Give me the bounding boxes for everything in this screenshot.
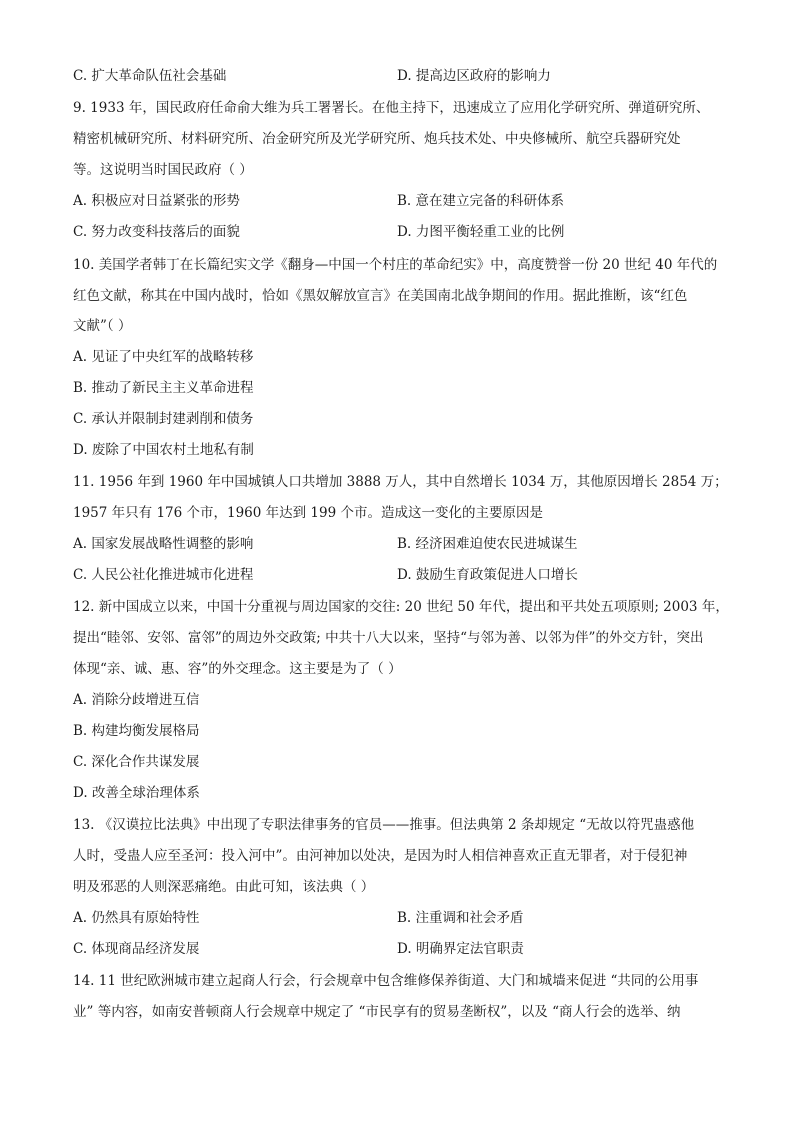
q13-option-c: C. 体现商品经济发展 [73,941,200,957]
q12-stem-line-3: 体现“亲、诚、惠、容”的外交理念。这主要是为了（ ） [73,661,402,677]
q12-option-a: A. 消除分歧增进互信 [73,692,200,708]
q9-option-d: D. 力图平衡轻重工业的比例 [397,224,565,240]
q9-option-a: A. 积极应对日益紧张的形势 [73,193,240,209]
q9-stem-line-2: 精密机械研究所、材料研究所、冶金研究所及光学研究所、炮兵技术处、中央修械所、航空兵器研究处 [73,131,681,147]
q11-option-d: D. 鼓励生育政策促进人口增长 [397,567,578,583]
q10-stem-line-3: 文献”（ ） [73,318,132,334]
q8-option-c: C. 扩大革命队伍社会基础 [73,68,227,84]
q12-stem-line-1: 12. 新中国成立以来，中国十分重视与周边国家的交往: 20 世纪 50 年代，提出和平共处五项原则; 2003 年， [73,599,729,615]
q13-stem-line-2: 人时，受蛊人应至圣河：投入河中”。由河神加以处决，是因为时人相信神喜欢正直无罪者，对于侵犯神 [73,848,688,864]
q9-option-b: B. 意在建立完备的科研体系 [397,193,565,209]
q12-stem-line-2: 提出“睦邻、安邻、富邻”的周边外交政策; 中共十八大以来，坚持“与邻为善、以邻为伴”的外交方针，突出 [73,630,704,646]
q11-option-a: A. 国家发展战略性调整的影响 [73,536,254,552]
q13-option-a: A. 仍然具有原始特性 [73,910,200,926]
q12-option-d: D. 改善全球治理体系 [73,785,200,801]
q13-option-d: D. 明确界定法官职责 [397,941,524,957]
q13-stem-line-3: 明及邪恶的人则深恶痛绝。由此可知，该法典（ ） [73,879,375,895]
q11-stem-line-1: 11. 1956 年到 1960 年中国城镇人口共增加 3888 万人，其中自然增长 1034 万，其他原因增长 2854 万； [73,474,728,490]
q11-option-c: C. 人民公社化推进城市化进程 [73,567,254,583]
q10-option-a: A. 见证了中央红军的战略转移 [73,349,254,365]
q10-stem-line-1: 10. 美国学者韩丁在长篇纪实文学《翻身—中国一个村庄的革命纪实》中，高度赞誉一份 20 世纪 40 年代的 [73,257,718,273]
q10-option-d: D. 废除了中国农村土地私有制 [73,442,254,458]
q11-option-b: B. 经济困难迫使农民进城谋生 [397,536,578,552]
q12-option-b: B. 构建均衡发展格局 [73,723,200,739]
q11-stem-line-2: 1957 年只有 176 个市，1960 年达到 199 个市。造成这一变化的主要原因是 [73,505,543,521]
q14-stem-line-2: 业” 等内容，如南安普顿商人行会规章中规定了 “市民享有的贸易垄断权”，以及 “商人行会的选举、纳 [73,1004,681,1020]
q10-option-b: B. 推动了新民主主义革命进程 [73,380,254,396]
q8-option-d: D. 提高边区政府的影响力 [397,68,551,84]
q9-stem-line-3: 等。这说明当时国民政府（ ） [73,162,253,178]
q10-option-c: C. 承认并限制封建剥削和债务 [73,411,254,427]
q13-stem-line-1: 13. 《汉谟拉比法典》中出现了专职法律事务的官员——推事。但法典第 2 条却规定 “无故以符咒蛊惑他 [73,817,695,833]
q9-stem-line-1: 9. 1933 年，国民政府任命俞大维为兵工署署长。在他主持下，迅速成立了应用化学研究所、弹道研究所、 [73,100,710,116]
q9-option-c: C. 努力改变科技落后的面貌 [73,224,240,240]
q10-stem-line-2: 红色文献，称其在中国内战时，恰如《黑奴解放宣言》在美国南北战争期间的作用。据此推断，该“红色 [73,288,688,304]
q14-stem-line-1: 14. 11 世纪欧洲城市建立起商人行会，行会规章中包含维修保养街道、大门和城墙来促进 “共同的公用事 [73,973,699,989]
q12-option-c: C. 深化合作共谋发展 [73,754,200,770]
q13-option-b: B. 注重调和社会矛盾 [397,910,524,926]
